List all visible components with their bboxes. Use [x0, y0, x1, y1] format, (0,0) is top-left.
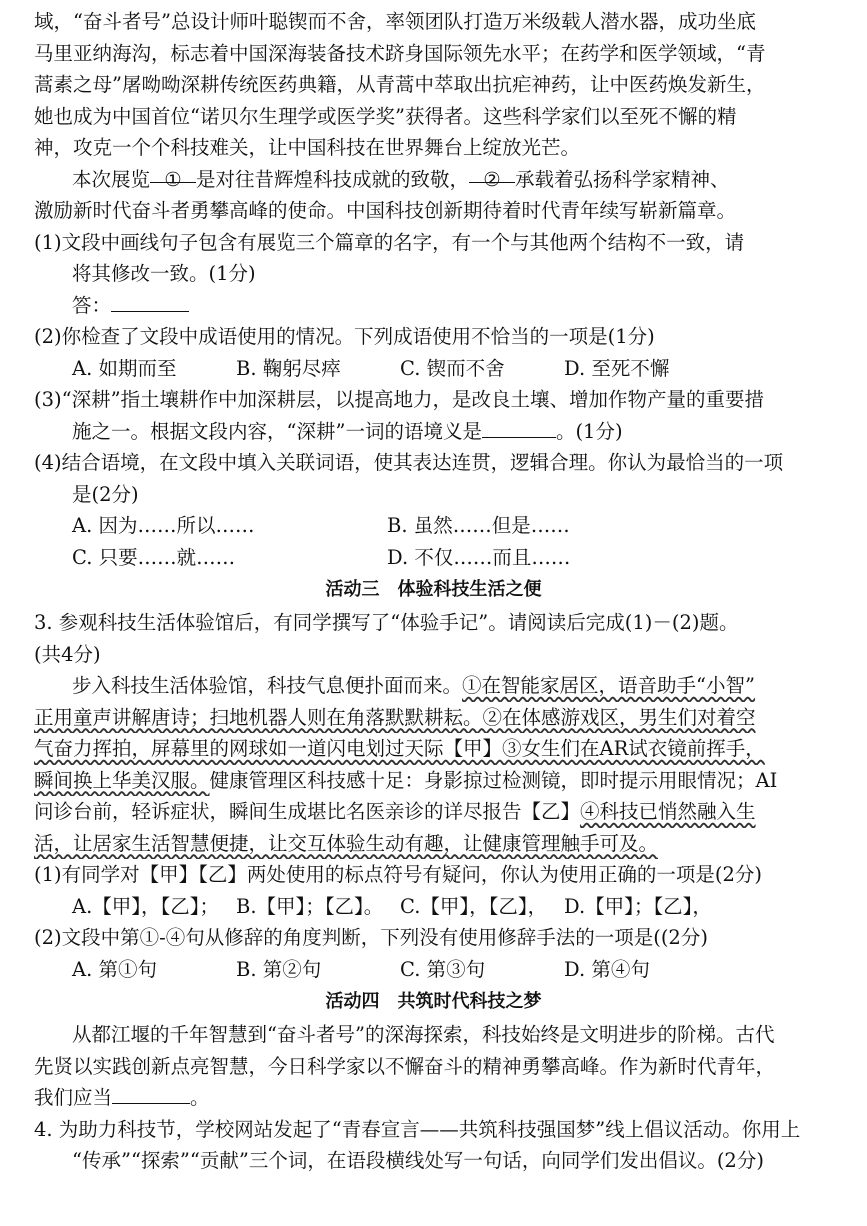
question-4: [34, 447, 833, 573]
option-b[interactable]: B. 鞠躬尽瘁: [236, 356, 341, 380]
question-stem: 是(2分): [72, 482, 139, 506]
text-line: 域，“奋斗者号”总设计师叶聪锲而不舍，率领团队打造万米级载人潜水器，成功坐底: [34, 10, 756, 33]
question-stem: (2)文段中第①-④句从修辞的角度判断，下列没有使用修辞手法的一项是((2分): [34, 926, 708, 949]
options-row: [34, 353, 833, 385]
text-segment: 问诊台前，轻诉症状，瞬间生成堪比名医亲诊的详尽报告【乙】: [34, 800, 581, 823]
blank-2: [469, 164, 515, 191]
question-3-main: [34, 607, 833, 670]
text-segment: 本次展览: [72, 167, 151, 191]
text-line: [34, 1082, 833, 1114]
question-3: [34, 384, 833, 447]
paragraph-dream: [34, 1019, 833, 1114]
options-row: [34, 542, 833, 574]
text-segment: 承载着弘扬科学家精神、: [515, 167, 730, 191]
paragraph-exhibition: [34, 164, 833, 227]
answer-blank[interactable]: [112, 1085, 190, 1104]
answer-blank[interactable]: [482, 419, 556, 438]
blank-marker: ②: [483, 167, 501, 191]
text-segment: 是对往昔辉煌科技成就的致敬，: [196, 167, 470, 191]
question-stem: (1)有同学对【甲】【乙】两处使用的标点符号有疑问，你认为使用正确的一项是(2分): [34, 863, 762, 886]
blank-marker: ①: [164, 167, 182, 191]
text-line: [34, 702, 833, 734]
question-stem: (3)“深耕”指土壤耕作中加深耕层，以提高地力，是改良土壤、增加作物产量的重要措: [34, 388, 765, 411]
text-line: 蒿素之母”屠呦呦深耕传统医药典籍，从青蒿中萃取出抗疟神药，让中医药焕发新生，: [34, 73, 766, 96]
text-segment: 我们应当: [34, 1086, 113, 1109]
answer-blank[interactable]: [111, 293, 189, 312]
option-c[interactable]: C. 锲而不舍: [400, 356, 505, 380]
text-segment: 。: [190, 1086, 210, 1109]
option-a[interactable]: A. 第①句: [72, 957, 157, 981]
question-3-2: [34, 922, 833, 985]
text-line: [34, 765, 833, 797]
text-segment: 步入科技生活体验馆，科技气息便扑面而来。: [72, 674, 463, 697]
underlined-sentence: 气奋力挥拍，屏幕里的网球如一道闪电划过天际【甲】③女生们在AR试衣镜前挥手，: [34, 737, 765, 760]
text-line: [34, 796, 833, 828]
text-segment: 健康管理区科技感十足：身影掠过检测镜，即时提示用眼情况；AI: [209, 768, 778, 792]
question-stem: [34, 416, 833, 448]
question-stem: (1)文段中画线句子包含有展览三个篇章的名字，有一个与其他两个结构不一致，请: [34, 230, 745, 254]
option-d[interactable]: D.【甲】；【乙】，: [564, 894, 712, 918]
option-b[interactable]: B. 第②句: [236, 957, 322, 981]
section-heading: 活动四 共筑时代科技之梦: [325, 991, 542, 1012]
section-heading: 活动三 体验科技生活之便: [325, 579, 542, 600]
option-c[interactable]: C.【甲】，【乙】，: [400, 894, 548, 918]
question-4-main: [34, 1114, 833, 1177]
question-3-1: [34, 859, 833, 922]
question-2: [34, 321, 833, 384]
underlined-sentence: 活，让居家生活智慧便捷，让交互体验生动有趣，让健康管理触手可及。: [34, 831, 659, 855]
question-stem: 将其修改一致。(1分): [72, 262, 256, 285]
answer-label: 答：: [72, 293, 112, 317]
text-line: [34, 164, 833, 196]
options-row: [34, 510, 833, 542]
question-stem: (共4分): [34, 642, 101, 666]
text-segment: 施之一。根据文段内容，“深耕”一词的语境义是: [72, 419, 482, 443]
answer-line: [34, 290, 833, 322]
text-segment: 。(1分): [555, 419, 623, 443]
underlined-sentence: ①在智能家居区，语音助手“小智”: [462, 674, 755, 697]
question-stem: (4)结合语境，在文段中填入关联词语，使其表达连贯，逻辑合理。你认为最恰当的一项: [34, 451, 784, 474]
blank-1: [150, 164, 196, 191]
question-1: [34, 227, 833, 322]
question-stem: (2)你检查了文段中成语使用的情况。下列成语使用不恰当的一项是(1分): [34, 325, 655, 348]
option-c[interactable]: C. 第③句: [400, 957, 486, 981]
option-b[interactable]: B.【甲】；【乙】。: [236, 894, 384, 918]
underlined-sentence: 瞬间换上华美汉服。: [34, 768, 210, 792]
question-stem: 4. 为助力科技节，学校网站发起了“青春宣言——共筑科技强国梦”线上倡议活动。你用上: [34, 1117, 801, 1141]
option-d[interactable]: D. 不仅……而且……: [387, 545, 571, 569]
option-a[interactable]: A. 因为……所以……: [72, 514, 255, 537]
option-b[interactable]: B. 虽然……但是……: [387, 514, 570, 537]
text-line: 马里亚纳海沟，标志着中国深海装备技术跻身国际领先水平；在药学和医学领域，“青: [34, 41, 766, 65]
paragraph-experience: [34, 670, 833, 859]
text-line: 神，攻克一个个科技难关，让中国科技在世界舞台上绽放光芒。: [34, 136, 581, 159]
option-c[interactable]: C. 只要……就……: [72, 545, 236, 569]
text-line: [34, 828, 833, 860]
option-a[interactable]: A.【甲】，【乙】；: [72, 894, 220, 918]
underlined-sentence: 正用童声讲解唐诗；扫地机器人则在角落默默耕耘。②在体感游戏区，男生们对着空: [34, 705, 756, 729]
text-line: [34, 670, 833, 702]
options-row: [34, 954, 833, 986]
paragraph-scientists: [34, 6, 833, 164]
text-line: [34, 733, 833, 765]
text-line: 激励新时代奋斗者勇攀高峰的使命。中国科技创新期待着时代青年续写崭新篇章。: [34, 199, 737, 222]
option-d[interactable]: D. 至死不懈: [564, 356, 670, 380]
question-stem: 3. 参观科技生活体验馆后，有同学撰写了“体验手记”。请阅读后完成(1)－(2)题。: [34, 611, 739, 634]
underlined-sentence: ④科技已悄然融入生: [580, 800, 756, 823]
option-a[interactable]: A. 如期而至: [72, 356, 177, 380]
text-line: 先贤以实践创新点亮智慧，今日科学家以不懈奋斗的精神勇攀高峰。作为新时代青年，: [34, 1054, 776, 1078]
text-line: 从都江堰的千年智慧到“奋斗者号”的深海探索，科技始终是文明进步的阶梯。古代: [72, 1023, 775, 1046]
question-stem: “传承”“探索”“贡献”三个词，在语段横线处写一句话，向同学们发出倡议。(2分): [72, 1149, 764, 1172]
options-row: [34, 891, 833, 923]
option-d[interactable]: D. 第④句: [564, 957, 650, 981]
text-line: 她也成为中国首位“诺贝尔生理学或医学奖”获得者。这些科学家们以至死不懈的精: [34, 104, 737, 128]
